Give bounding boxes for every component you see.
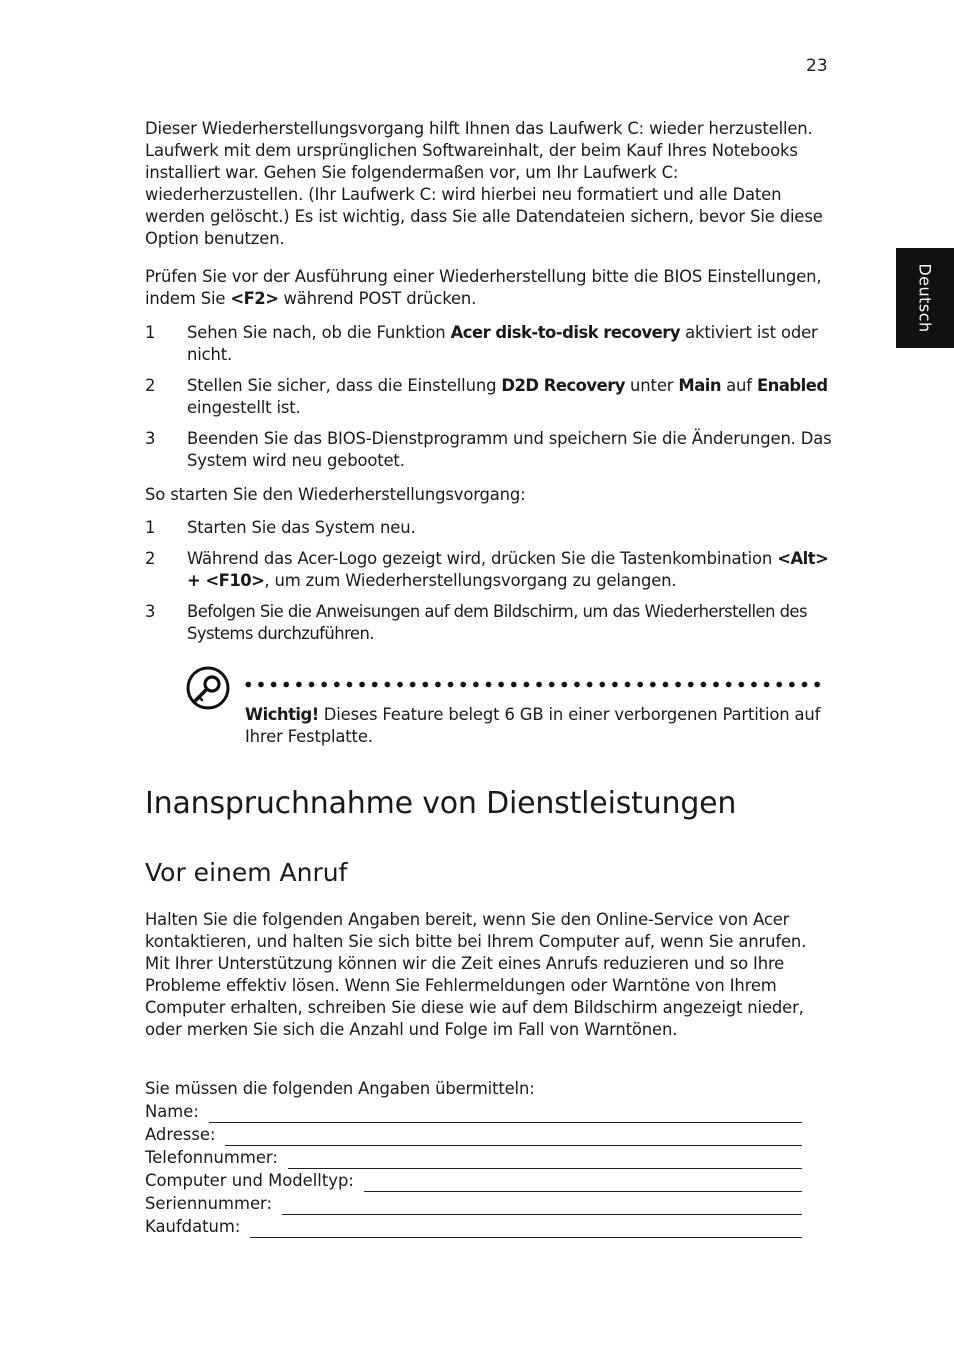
blank-line <box>250 1219 802 1238</box>
list-item: Starten Sie das System neu. <box>187 518 416 537</box>
form-row-address: Adresse: <box>145 1124 802 1146</box>
intro-paragraph: Dieser Wiederherstellungsvorgang hilft Ihnen das Laufwerk C: wieder herzustellen. Laufwerk mit dem ursprünglichen Softwareinhalt, der beim Kauf Ihres Notebooks installiert war. Gehen Sie folgendermaßen vor, um Ihr Laufwerk C: wiederherzustellen. (Ihr Laufwerk C: wird hierbei neu formatiert und alle Daten werden gelöscht.) Es ist wichtig, dass Sie alle Datendateien sichern, bevor Sie diese Option benutzen. <box>145 119 823 248</box>
section-title: Inanspruchnahme von Dienstleistungen <box>145 786 737 821</box>
note-divider <box>242 681 826 688</box>
page-number: 23 <box>806 56 828 76</box>
list-item-number: 3 <box>145 602 156 621</box>
language-tab <box>896 248 954 348</box>
list-item-number: 3 <box>145 429 156 448</box>
blank-line <box>225 1127 802 1146</box>
form-row-model: Computer und Modelltyp: <box>145 1170 802 1192</box>
blank-line <box>288 1150 802 1169</box>
form-row-phone: Telefonnummer: <box>145 1147 802 1169</box>
section-subtitle: Vor einem Anruf <box>145 858 348 887</box>
form-row-serial: Seriennummer: <box>145 1193 802 1215</box>
note-text: Wichtig! Dieses Feature belegt 6 GB in einer verborgenen Partition auf Ihrer Festplatte. <box>245 705 821 746</box>
note-label: Wichtig! <box>245 705 319 724</box>
restore-intro: So starten Sie den Wiederherstellungsvorgang: <box>145 485 526 504</box>
list-item-number: 1 <box>145 518 156 537</box>
call-preparation-paragraph: Halten Sie die folgenden Angaben bereit, wenn Sie den Online-Service von Acer kontaktieren, und halten Sie sich bitte bei Ihrem Computer auf, wenn Sie anrufen. Mit Ihrer Unterstützung können wir die Zeit eines Anrufs reduzieren und so Ihre Probleme effektiv lösen. Wenn Sie Fehlermeldungen oder Warntöne von Ihrem Computer erhalten, schreiben Sie diese wie auf dem Bildschirm angezeigt nieder, oder merken Sie sich die Anzahl und Folge im Fall von Warntönen. <box>145 910 807 1039</box>
blank-line <box>282 1196 802 1215</box>
form-row-name: Name: <box>145 1101 802 1123</box>
list-item: Befolgen Sie die Anweisungen auf dem Bildschirm, um das Wiederherstellen des Systems durchzuführen. <box>187 602 807 643</box>
list-item: Stellen Sie sicher, dass die Einstellung D2D Recovery unter Main auf Enabled eingestellt ist. <box>187 376 828 417</box>
language-tab-label: Deutsch <box>915 263 935 333</box>
key-f2: <F2> <box>230 289 279 308</box>
form-intro: Sie müssen die folgenden Angaben übermitteln: <box>145 1079 535 1098</box>
list-item: Beenden Sie das BIOS-Dienstprogramm und speichern Sie die Änderungen. Das System wird neu gebootet. <box>187 429 832 470</box>
list-item-number: 1 <box>145 323 156 342</box>
list-item-number: 2 <box>145 376 156 395</box>
bios-check-paragraph: Prüfen Sie vor der Ausführung einer Wiederherstellung bitte die BIOS Einstellungen, indem Sie <F2> während POST drücken. <box>145 267 822 308</box>
form-row-purchase-date: Kaufdatum: <box>145 1216 802 1238</box>
list-item: Während das Acer-Logo gezeigt wird, drücken Sie die Tastenkombination <Alt> + <F10>, um zum Wiederherstellungsvorgang zu gelangen. <box>187 549 829 590</box>
blank-line <box>364 1173 802 1192</box>
list-item: Sehen Sie nach, ob die Funktion Acer disk-to-disk recovery aktiviert ist oder nicht. <box>187 323 818 364</box>
list-item-number: 2 <box>145 549 156 568</box>
blank-line <box>209 1104 802 1123</box>
key-icon <box>184 664 232 712</box>
